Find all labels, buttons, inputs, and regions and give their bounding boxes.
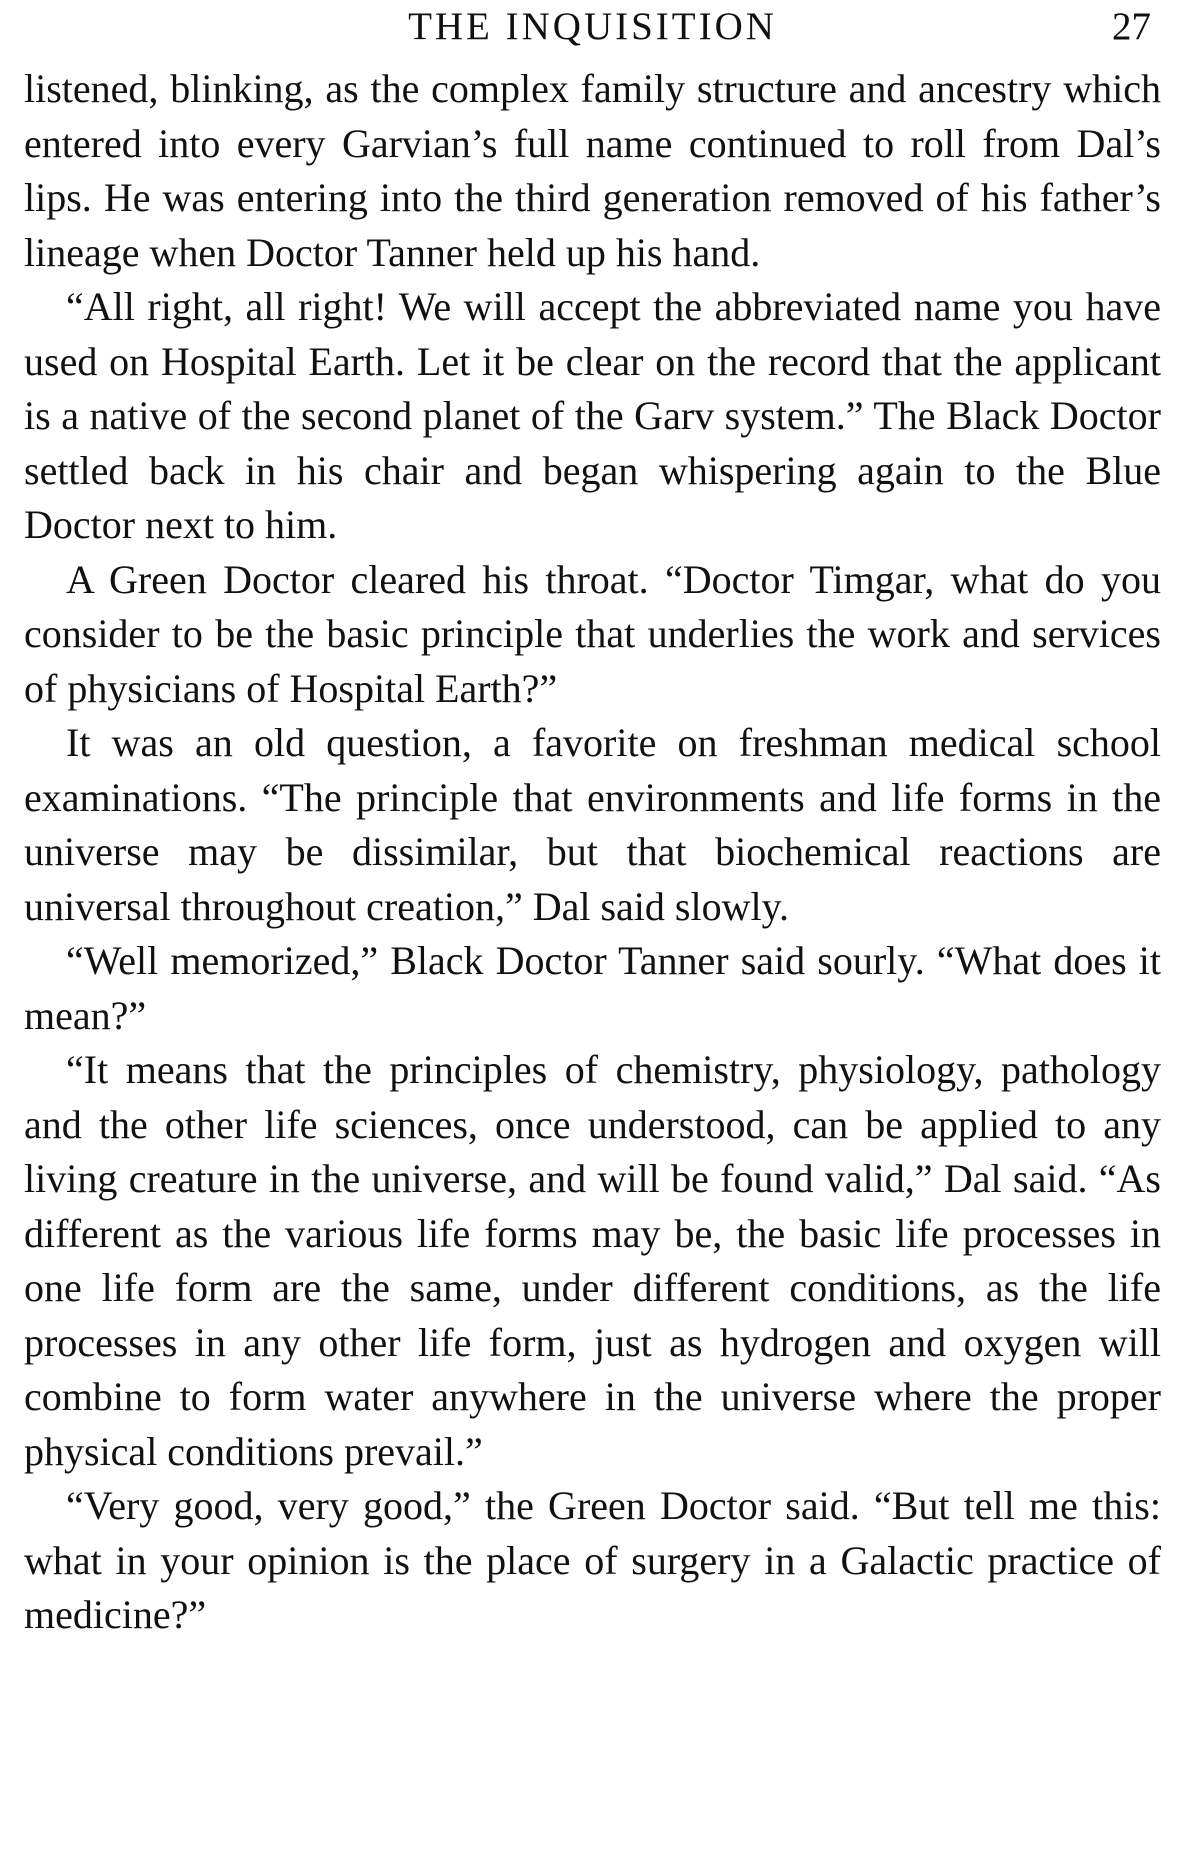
paragraph-continued: listened, blinking, as the complex family structure and ancestry which entered into every Garvian’s full name continued to roll from Dal’s lips. He was entering into the third generation removed of his father’s lineage when Doctor Tanner held up his hand. (24, 66, 1161, 275)
page-number: 27 (1112, 5, 1151, 48)
paragraph: A Green Doctor cleared his throat. “Doctor Timgar, what do you consider to be the basic principle that underlies the work and services of physicians of Hospital Earth?” (24, 556, 1161, 711)
paragraph: It was an old question, a favorite on freshman medical school examinations. “The principle that environments and life forms in the universe may be dissimilar, but that biochemical reactions are universal throughout creation,” Dal said slowly. (24, 720, 1161, 929)
body-text (24, 62, 1161, 1643)
running-head (24, 0, 1161, 62)
paragraph: “Very good, very good,” the Green Doctor said. “But tell me this: what in your opinion is the place of surgery in a Galactic practice of medicine?” (24, 1483, 1161, 1637)
running-title: THE INQUISITION (408, 5, 777, 48)
paragraph: “It means that the principles of chemistry, physiology, pathology and the other life sciences, once understood, can be applied to any living creature in the universe, and will be found valid,” Dal said. “As different as the various life forms may be, the basic life processes in one life form are the same, under different conditions, as the life processes in any other life form, just as hydrogen and oxygen will combine to form water anywhere in the universe where the proper physical conditions prevail.” (24, 1047, 1161, 1474)
paragraph: “Well memorized,” Black Doctor Tanner said sourly. “What does it mean?” (24, 938, 1161, 1038)
paragraph: “All right, all right! We will accept the abbreviated name you have used on Hospital Earth. Let it be clear on the record that the applicant is a native of the second planet of the Garv system.” The Black Doctor settled back in his chair and began whispering again to the Blue Doctor next to him. (24, 284, 1161, 547)
